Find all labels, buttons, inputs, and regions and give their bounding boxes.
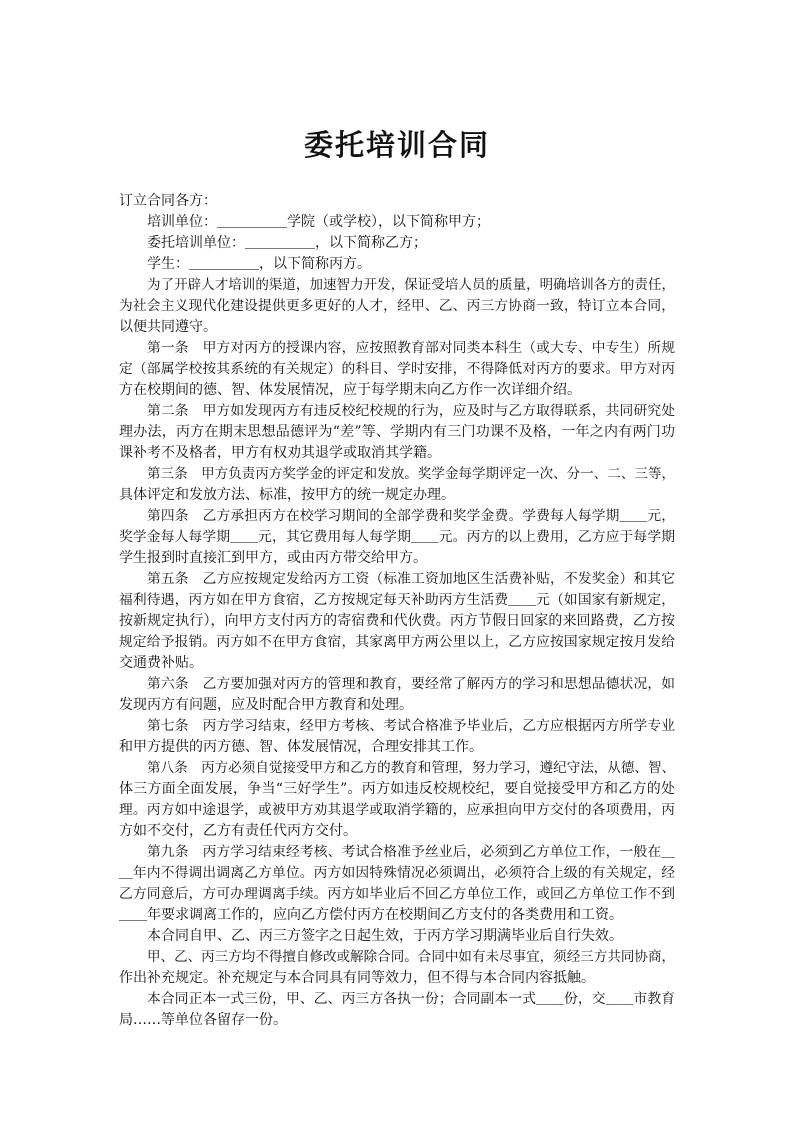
body-line: 本合同自甲、乙、丙三方签字之日起生效，于丙方学习期满毕业后自行失效。 — [147, 928, 623, 944]
body-line: 为社会主义现代化建设提供更多更好的人才，经甲、乙、丙三方协商一致，特订立本合同， — [119, 298, 675, 314]
body-line: 乙方同意后，方可办理调离手续。丙方如毕业后不回乙方单位工作，或回乙方单位工作不到 — [119, 886, 675, 902]
body-line: 作出补充规定。补充规定与本合同具有同等效力，但不得与本合同内容抵触。 — [119, 970, 595, 986]
body-line: 发现丙方有问题，应及时配合甲方教育和处理。 — [119, 697, 413, 713]
body-line: 委托培训单位：＿＿＿＿＿，以下简称乙方； — [147, 235, 427, 251]
body-line: 第四条 乙方承担丙方在校学习期间的全部学费和奖学金费。学费每人每学期＿＿元， — [147, 508, 675, 524]
body-line: ＿年内不得调出调离乙方单位。丙方如因特殊情况必须调出，必须符合上级的有关规定，经 — [119, 865, 675, 881]
body-line: 学生报到时直接汇到甲方，或由丙方带交给甲方。 — [119, 550, 427, 566]
body-line: 第一条 甲方对丙方的授课内容，应按照教育部对同类本科生（或大专、中专生）所规 — [147, 340, 675, 356]
body-line: 福利待遇，丙方如在甲方食宿，乙方按规定每天补助丙方生活费＿＿元（如国家有新规定， — [119, 592, 675, 608]
document-body — [119, 191, 675, 1031]
body-line: 方如不交付，乙方有责任代丙方交付。 — [119, 823, 357, 839]
body-line: 理办法，丙方在期末思想品德评为“差”等、学期内有三门功课不及格，一年之内有两门功 — [119, 424, 675, 440]
body-line: ＿＿年要求调离工作的，应向乙方偿付丙方在校期间乙方支付的各类费用和工资。 — [119, 907, 623, 923]
body-line: 具体评定和发放方法、标准，按甲方的统一规定办理。 — [119, 487, 455, 503]
body-line: 第七条 丙方学习结束，经甲方考核、考试合格准予毕业后，乙方应根据丙方所学专业 — [147, 718, 675, 734]
body-line: 交通费补贴。 — [119, 655, 203, 671]
body-line: 学生：＿＿＿＿＿，以下简称丙方。 — [147, 256, 371, 272]
body-line: 本合同正本一式三份，甲、乙、丙三方各执一份；合同副本一式＿＿份，交＿＿市教育 — [147, 991, 675, 1007]
body-line: 第五条 乙方应按规定发给丙方工资（标准工资加地区生活费补贴，不发奖金）和其它 — [147, 571, 675, 587]
body-line: 甲、乙、丙三方均不得擅自修改或解除合同。合同中如有未尽事宜，须经三方共同协商， — [147, 949, 675, 965]
body-line: 按新规定执行），向甲方支付丙方的寄宿费和代伙费。丙方节假日回家的来回路费，乙方按 — [119, 613, 675, 629]
body-line: 理。丙方如中途退学，或被甲方劝其退学或取消学籍的，应承担向甲方交付的各项费用，丙 — [119, 802, 675, 818]
body-line: 订立合同各方： — [119, 193, 217, 209]
body-line: 和甲方提供的丙方德、智、体发展情况，合理安排其工作。 — [119, 739, 483, 755]
body-line: 课补考不及格者，甲方有权劝其退学或取消其学籍。 — [119, 445, 441, 461]
body-line: 局……等单位各留存一份。 — [119, 1012, 287, 1028]
contract-page — [119, 0, 675, 1031]
body-line: 以便共同遵守。 — [119, 319, 217, 335]
document-title: 委托培训合同 — [303, 128, 490, 162]
body-line: 定（部属学校按其系统的有关规定）的科目、学时安排，不得降低对丙方的要求。甲方对丙 — [119, 361, 675, 377]
body-line: 为了开辟人才培训的渠道，加速智力开发，保证受培人员的质量，明确培训各方的责任， — [147, 277, 675, 293]
body-line: 第九条 丙方学习结束经考核、考试合格准予丝业后，必须到乙方单位工作，一般在＿ — [147, 844, 675, 860]
body-line: 第三条 甲方负责丙方奖学金的评定和发放。奖学金每学期评定一次、分一、二、三等， — [147, 466, 675, 482]
body-line: 第六条 乙方要加强对丙方的管理和教育，要经常了解丙方的学习和思想品德状况，如 — [147, 676, 675, 692]
body-line: 培训单位：＿＿＿＿＿学院（或学校），以下简称甲方； — [147, 214, 490, 230]
body-line: 奖学金每人每学期＿＿元，其它费用每人每学期＿＿元。丙方的以上费用，乙方应于每学期 — [119, 529, 675, 545]
body-line: 规定给予报销。丙方如不在甲方食宿，其家离甲方两公里以上，乙方应按国家规定按月发给 — [119, 634, 675, 650]
body-line: 体三方面全面发展，争当“三好学生”。丙方如违反校规校纪，要自觉接受甲方和乙方的处 — [119, 781, 675, 797]
body-line: 第八条 丙方必须自觉接受甲方和乙方的教育和管理，努力学习，遵纪守法，从德、智、 — [147, 760, 675, 776]
body-line: 第二条 甲方如发现丙方有违反校纪校规的行为，应及时与乙方取得联系，共同研究处 — [147, 403, 675, 419]
body-line: 方在校期间的德、智、体发展情况，应于每学期末向乙方作一次详细介绍。 — [119, 382, 581, 398]
